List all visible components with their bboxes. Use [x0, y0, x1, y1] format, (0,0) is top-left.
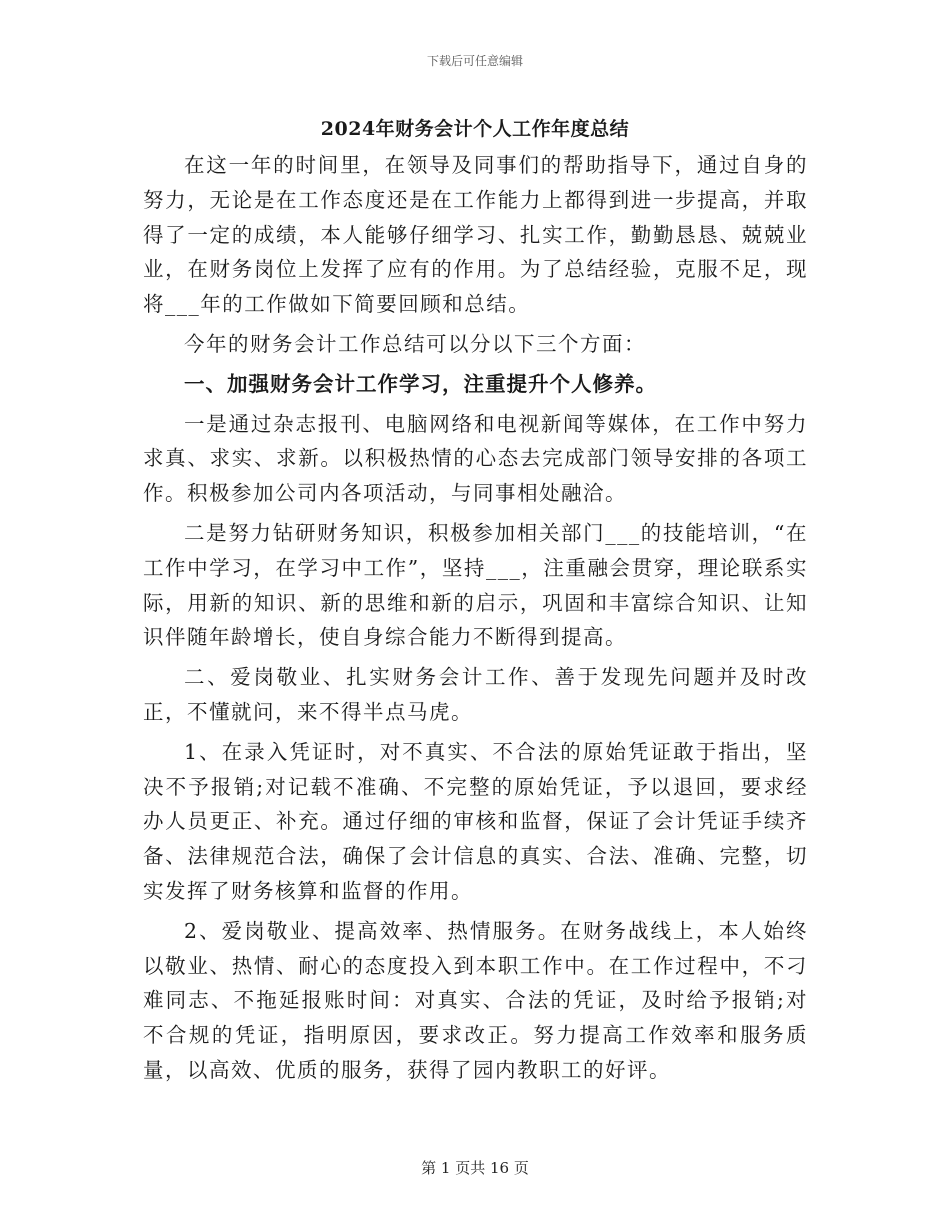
- paragraph-overview: 今年的财务会计工作总结可以分以下三个方面：: [184, 331, 646, 356]
- section-heading-2: 二、爱岗敬业、扎实财务会计工作、善于发现先问题并及时改正，不懂就问，来不得半点马虎。: [143, 665, 808, 724]
- header-note: 下载后可任意编辑: [426, 54, 523, 68]
- paragraph-item-2: 2、爱岗敬业、提高效率、热情服务。在财务战线上，本人始终以敬业、热情、耐心的态度投入到本职工作中。在工作过程中，不刁难同志、不拖延报账时间：对真实、合法的凭证，及时给予报销;对不合规的凭证，指明原因，要求改正。努力提高工作效率和服务质量，以高效、优质的服务，获得了园内教职工的好评。: [143, 918, 808, 1082]
- document-body: [143, 148, 808, 1093]
- paragraph-point-1: 一是通过杂志报刊、电脑网络和电视新闻等媒体，在工作中努力求真、求实、求新。以积极热情的心态去完成部门领导安排的各项工作。积极参加公司内各项活动，与同事相处融洽。: [143, 411, 808, 506]
- section-heading-1: 一、加强财务会计工作学习，注重提升个人修养。: [184, 371, 657, 396]
- document-title: 2024年财务会计个人工作年度总结: [320, 118, 630, 140]
- paragraph-item-1: 1、在录入凭证时，对不真实、不合法的原始凭证敢于指出，坚决不予报销;对记载不准确、不完整的原始凭证，予以退回，要求经办人员更正、补充。通过仔细的审核和监督，保证了会计凭证手续齐备、法律规范合法，确保了会计信息的真实、合法、准确、完整，切实发挥了财务核算和监督的作用。: [143, 739, 808, 903]
- paragraph-intro: 在这一年的时间里，在领导及同事们的帮助指导下，通过自身的努力，无论是在工作态度还是在工作能力上都得到进一步提高，并取得了一定的成绩，本人能够仔细学习、扎实工作，勤勤恳恳、兢兢业业，在财务岗位上发挥了应有的作用。为了总结经验，克服不足，现将___年的工作做如下简要回顾和总结。: [143, 153, 808, 317]
- paragraph-point-2: 二是努力钻研财务知识，积极参加相关部门___的技能培训，“在工作中学习，在学习中工作”，坚持___，注重融会贯穿，理论联系实际，用新的知识、新的思维和新的启示，巩固和丰富综合知识、让知识伴随年龄增长，使自身综合能力不断得到提高。: [143, 520, 808, 650]
- page-number: 第 1 页共 16 页: [421, 1159, 529, 1177]
